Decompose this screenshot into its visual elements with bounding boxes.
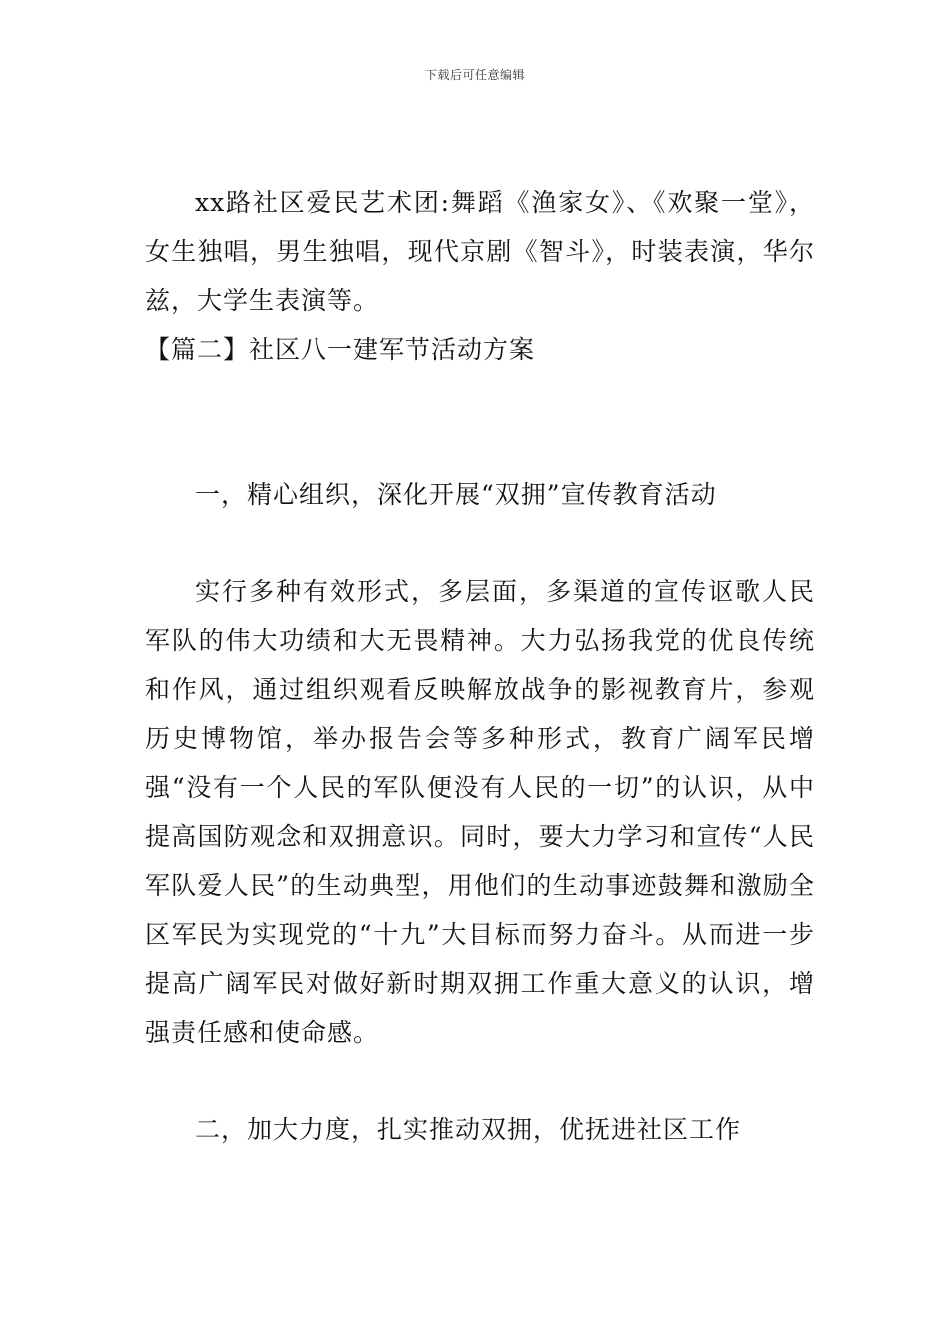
paragraph-art-troupe: xx路社区爱民艺术团:舞蹈《渔家女》、《欢聚一堂》，女生独唱，男生独唱，现代京剧《智斗》，时装表演，华尔兹，大学生表演等。 [145,188,815,315]
spacer [145,1057,815,1105]
spacer [145,519,815,567]
spacer [145,374,815,470]
document-body [145,178,815,1154]
page-header: 下载后可任意编辑 [424,68,525,82]
section-title: 【篇二】社区八一建军节活动方案 [145,335,536,364]
heading-two: 二，加大力度，扎实推动双拥，优抚进社区工作 [195,1115,742,1144]
paragraph-propaganda: 实行多种有效形式，多层面，多渠道的宣传讴歌人民军队的伟大功绩和大无畏精神。大力弘扬我党的优良传统和作风，通过组织观看反映解放战争的影视教育片，参观历史博物馆，举办报告会等多种形式，教育广阔军民增强“没有一个人民的军队便没有人民的一切”的认识，从中提高国防观念和双拥意识。同时，要大力学习和宣传“人民军队爱人民”的生动典型，用他们的生动事迹鼓舞和激励全区军民为实现党的“十九”大目标而努力奋斗。从而进一步提高广阔军民对做好新时期双拥工作重大意义的认识，增强责任感和使命感。 [145,577,815,1047]
heading-one: 一，精心组织，深化开展“双拥”宣传教育活动 [195,480,717,509]
